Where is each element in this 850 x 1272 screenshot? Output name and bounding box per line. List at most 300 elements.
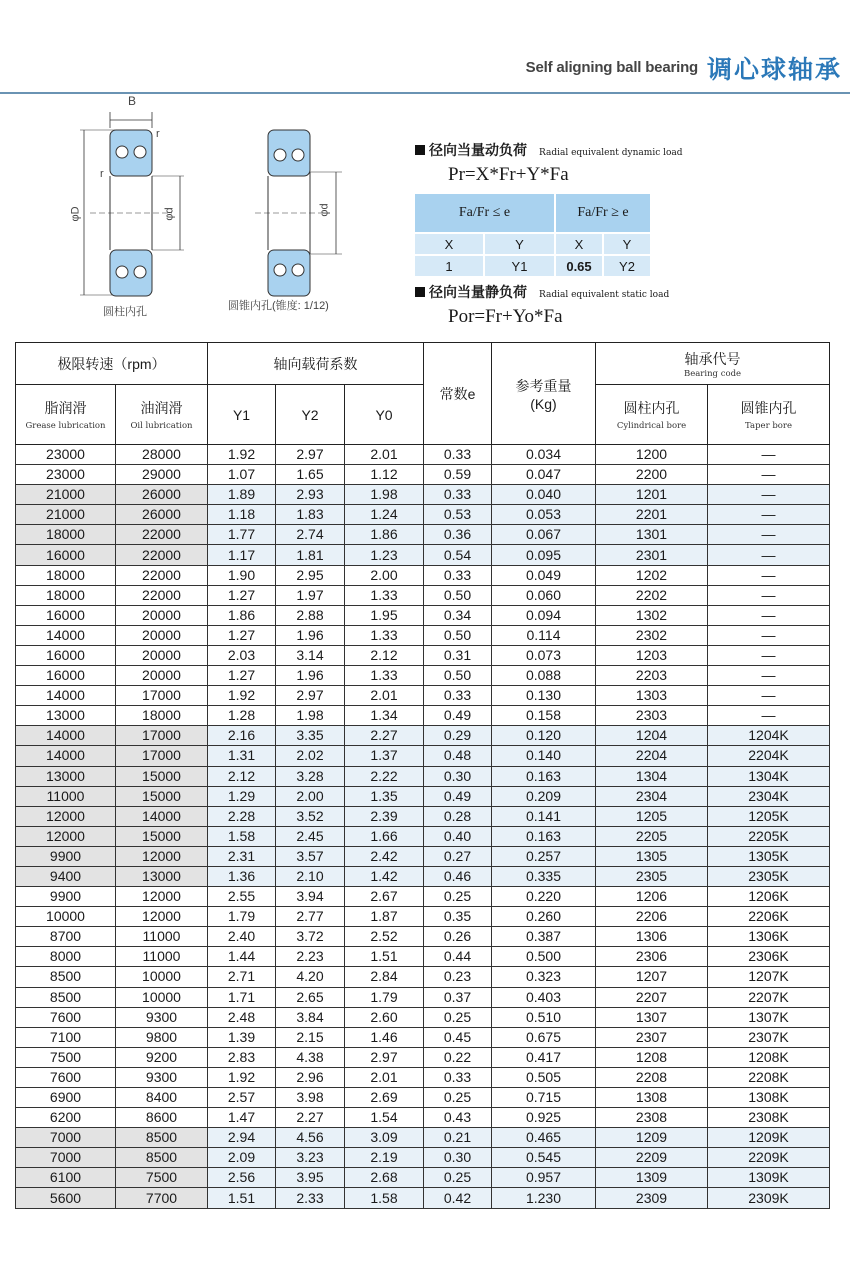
static-load-heading bbox=[415, 282, 835, 302]
table-cell: 0.25 bbox=[424, 1168, 492, 1188]
table-cell: 1.24 bbox=[345, 505, 424, 525]
dynamic-title-cn: 径向当量动负荷 bbox=[429, 142, 527, 158]
table-cell: 15000 bbox=[116, 786, 208, 806]
table-cell: 0.260 bbox=[492, 907, 596, 927]
table-cell: — bbox=[708, 505, 830, 525]
table-cell: 0.510 bbox=[492, 1007, 596, 1027]
table-cell: 0.23 bbox=[424, 967, 492, 987]
table-cell: 2306 bbox=[596, 947, 708, 967]
table-cell: 1202 bbox=[596, 565, 708, 585]
table-cell: 1.39 bbox=[208, 1027, 276, 1047]
table-cell: — bbox=[708, 605, 830, 625]
header-title-cn: 调心球轴承 bbox=[706, 56, 842, 84]
table-cell: 9300 bbox=[116, 1007, 208, 1027]
table-cell: 8400 bbox=[116, 1088, 208, 1108]
table-cell: 0.25 bbox=[424, 1007, 492, 1027]
table-cell: — bbox=[708, 525, 830, 545]
table-cell: 2.96 bbox=[276, 1067, 345, 1087]
table-cell: 1.36 bbox=[208, 866, 276, 886]
table-cell: 0.48 bbox=[424, 746, 492, 766]
dynamic-equation: Pr=X*Fr+Y*Fa bbox=[448, 164, 569, 185]
table-cell: 0.067 bbox=[492, 525, 596, 545]
load-formula-block bbox=[415, 140, 835, 336]
table-cell: 1304K bbox=[708, 766, 830, 786]
table-cell: 2.15 bbox=[276, 1027, 345, 1047]
table-cell: 1304 bbox=[596, 766, 708, 786]
table-cell: 0.49 bbox=[424, 786, 492, 806]
table-cell: 0.925 bbox=[492, 1108, 596, 1128]
table-cell: 1.96 bbox=[276, 666, 345, 686]
header-grease bbox=[16, 385, 116, 445]
val-x1: 1 bbox=[415, 255, 484, 276]
table-row bbox=[16, 666, 830, 686]
table-cell: 3.57 bbox=[276, 846, 345, 866]
table-cell: 0.25 bbox=[424, 887, 492, 907]
table-cell: 2206K bbox=[708, 907, 830, 927]
table-cell: 1308K bbox=[708, 1088, 830, 1108]
taper-en: Taper bore bbox=[745, 421, 792, 431]
table-cell: 0.675 bbox=[492, 1027, 596, 1047]
table-cell: 1.86 bbox=[345, 525, 424, 545]
val-y2: Y2 bbox=[603, 255, 651, 276]
table-cell: 2202 bbox=[596, 585, 708, 605]
cyl-cn: 圆柱内孔 bbox=[623, 400, 680, 416]
table-cell: 1.27 bbox=[208, 585, 276, 605]
table-cell: 1201 bbox=[596, 485, 708, 505]
table-cell: 2.69 bbox=[345, 1088, 424, 1108]
table-cell: 20000 bbox=[116, 666, 208, 686]
table-row bbox=[16, 766, 830, 786]
table-cell: 1.95 bbox=[345, 605, 424, 625]
dim-r2-label: r bbox=[100, 168, 104, 180]
table-row bbox=[16, 1027, 830, 1047]
table-cell: 0.500 bbox=[492, 947, 596, 967]
table-cell: 1303 bbox=[596, 686, 708, 706]
table-cell: 2306K bbox=[708, 947, 830, 967]
table-cell: — bbox=[708, 485, 830, 505]
table-cell: 2.95 bbox=[276, 565, 345, 585]
table-cell: 2.22 bbox=[345, 766, 424, 786]
table-row bbox=[16, 967, 830, 987]
table-cell: 1.97 bbox=[276, 585, 345, 605]
table-row bbox=[16, 485, 830, 505]
header-taper bbox=[708, 385, 830, 445]
table-cell: 1.51 bbox=[208, 1188, 276, 1208]
table-cell: 0.31 bbox=[424, 645, 492, 665]
table-cell: 2.27 bbox=[345, 726, 424, 746]
table-cell: 22000 bbox=[116, 565, 208, 585]
table-row bbox=[16, 1188, 830, 1208]
table-cell: 2.52 bbox=[345, 927, 424, 947]
table-body bbox=[16, 445, 830, 1209]
table-row bbox=[16, 907, 830, 927]
table-cell: 2307K bbox=[708, 1027, 830, 1047]
table-cell: 0.387 bbox=[492, 927, 596, 947]
table-cell: 1.86 bbox=[208, 605, 276, 625]
table-cell: 16000 bbox=[16, 666, 116, 686]
table-cell: 20000 bbox=[116, 645, 208, 665]
table-cell: 0.040 bbox=[492, 485, 596, 505]
table-cell: 2.83 bbox=[208, 1047, 276, 1067]
table-cell: 26000 bbox=[116, 485, 208, 505]
table-row bbox=[16, 726, 830, 746]
table-cell: 0.49 bbox=[424, 706, 492, 726]
table-row bbox=[16, 887, 830, 907]
table-cell: 0.163 bbox=[492, 766, 596, 786]
table-cell: 12000 bbox=[16, 806, 116, 826]
table-cell: 2.19 bbox=[345, 1148, 424, 1168]
table-row bbox=[16, 826, 830, 846]
table-row bbox=[16, 585, 830, 605]
table-cell: 2.97 bbox=[345, 1047, 424, 1067]
header-cylindrical bbox=[596, 385, 708, 445]
table-cell: 0.545 bbox=[492, 1148, 596, 1168]
table-row bbox=[16, 1088, 830, 1108]
table-cell: 2.27 bbox=[276, 1108, 345, 1128]
table-cell: 1.58 bbox=[208, 826, 276, 846]
table-cell: 6100 bbox=[16, 1168, 116, 1188]
table-cell: 1208 bbox=[596, 1047, 708, 1067]
table-cell: 8000 bbox=[16, 947, 116, 967]
table-cell: 14000 bbox=[16, 686, 116, 706]
table-cell: 0.094 bbox=[492, 605, 596, 625]
table-cell: 0.209 bbox=[492, 786, 596, 806]
table-cell: 0.42 bbox=[424, 1188, 492, 1208]
table-cell: 7500 bbox=[16, 1047, 116, 1067]
table-cell: 2305 bbox=[596, 866, 708, 886]
header-axial-factor: 轴向载荷系数 bbox=[208, 343, 424, 385]
table-cell: 0.33 bbox=[424, 565, 492, 585]
table-cell: 1305K bbox=[708, 846, 830, 866]
table-row bbox=[16, 605, 830, 625]
table-cell: 4.20 bbox=[276, 967, 345, 987]
table-cell: — bbox=[708, 686, 830, 706]
table-cell: 0.323 bbox=[492, 967, 596, 987]
table-row bbox=[16, 786, 830, 806]
table-cell: 18000 bbox=[16, 565, 116, 585]
table-cell: 1.89 bbox=[208, 485, 276, 505]
bullet-square-icon bbox=[415, 145, 425, 155]
table-cell: 1205K bbox=[708, 806, 830, 826]
table-cell: 0.335 bbox=[492, 866, 596, 886]
table-cell: 1.35 bbox=[345, 786, 424, 806]
table-cell: 0.59 bbox=[424, 465, 492, 485]
table-cell: 1200 bbox=[596, 445, 708, 465]
table-cell: 2.68 bbox=[345, 1168, 424, 1188]
table-cell: 0.30 bbox=[424, 766, 492, 786]
table-cell: 1307 bbox=[596, 1007, 708, 1027]
table-cell: — bbox=[708, 565, 830, 585]
table-cell: 2.94 bbox=[208, 1128, 276, 1148]
table-cell: 26000 bbox=[116, 505, 208, 525]
table-cell: 2205K bbox=[708, 826, 830, 846]
table-cell: 1309 bbox=[596, 1168, 708, 1188]
table-cell: 2.03 bbox=[208, 645, 276, 665]
table-cell: 12000 bbox=[116, 887, 208, 907]
table-cell: 0.715 bbox=[492, 1088, 596, 1108]
bearing-spec-table bbox=[15, 342, 830, 1209]
dim-d1-label: φd bbox=[163, 207, 176, 221]
table-cell: 0.095 bbox=[492, 545, 596, 565]
dynamic-load-heading bbox=[415, 140, 835, 160]
table-cell: 8700 bbox=[16, 927, 116, 947]
table-cell: 3.98 bbox=[276, 1088, 345, 1108]
header-y2: Y2 bbox=[276, 385, 345, 445]
table-cell: 17000 bbox=[116, 726, 208, 746]
val-x2: 0.65 bbox=[555, 255, 603, 276]
table-cell: 7600 bbox=[16, 1007, 116, 1027]
table-cell: 0.37 bbox=[424, 987, 492, 1007]
table-cell: 12000 bbox=[16, 826, 116, 846]
table-cell: 0.54 bbox=[424, 545, 492, 565]
table-cell: 2303 bbox=[596, 706, 708, 726]
table-cell: 1.96 bbox=[276, 625, 345, 645]
table-cell: 12000 bbox=[116, 846, 208, 866]
table-cell: 0.140 bbox=[492, 746, 596, 766]
table-cell: 0.505 bbox=[492, 1067, 596, 1087]
table-cell: 0.44 bbox=[424, 947, 492, 967]
table-cell: 0.30 bbox=[424, 1148, 492, 1168]
table-cell: 2.39 bbox=[345, 806, 424, 826]
table-cell: 6900 bbox=[16, 1088, 116, 1108]
table-cell: 2.97 bbox=[276, 686, 345, 706]
table-cell: 2308K bbox=[708, 1108, 830, 1128]
header-bearing-code bbox=[596, 343, 830, 385]
table-row bbox=[16, 625, 830, 645]
table-cell: 4.56 bbox=[276, 1128, 345, 1148]
table-cell: 1305 bbox=[596, 846, 708, 866]
grease-cn: 脂润滑 bbox=[44, 400, 87, 416]
table-cell: 0.049 bbox=[492, 565, 596, 585]
table-cell: 1.42 bbox=[345, 866, 424, 886]
table-cell: 0.53 bbox=[424, 505, 492, 525]
table-cell: 1.34 bbox=[345, 706, 424, 726]
table-cell: 11000 bbox=[116, 947, 208, 967]
table-cell: 2.00 bbox=[276, 786, 345, 806]
table-cell: 0.114 bbox=[492, 625, 596, 645]
table-cell: 0.220 bbox=[492, 887, 596, 907]
static-title-en: Radial equivalent static load bbox=[539, 290, 670, 300]
header-oil bbox=[116, 385, 208, 445]
table-cell: 1307K bbox=[708, 1007, 830, 1027]
table-cell: 7500 bbox=[116, 1168, 208, 1188]
table-cell: 1208K bbox=[708, 1047, 830, 1067]
table-cell: 16000 bbox=[16, 605, 116, 625]
table-cell: 0.158 bbox=[492, 706, 596, 726]
caption-cylindrical: 圆柱内孔 bbox=[103, 306, 147, 318]
table-cell: — bbox=[708, 666, 830, 686]
table-cell: 0.120 bbox=[492, 726, 596, 746]
table-cell: 7000 bbox=[16, 1128, 116, 1148]
grease-en: Grease lubrication bbox=[25, 421, 106, 431]
table-cell: 2.28 bbox=[208, 806, 276, 826]
table-cell: — bbox=[708, 706, 830, 726]
table-cell: 14000 bbox=[116, 806, 208, 826]
table-cell: 2.31 bbox=[208, 846, 276, 866]
table-cell: 2.02 bbox=[276, 746, 345, 766]
table-cell: 1.54 bbox=[345, 1108, 424, 1128]
table-cell: 1206K bbox=[708, 887, 830, 907]
table-cell: 29000 bbox=[116, 465, 208, 485]
table-cell: 10000 bbox=[116, 967, 208, 987]
table-cell: 0.163 bbox=[492, 826, 596, 846]
table-row bbox=[16, 1168, 830, 1188]
table-cell: 11000 bbox=[16, 786, 116, 806]
table-cell: 1.12 bbox=[345, 465, 424, 485]
table-cell: 14000 bbox=[16, 726, 116, 746]
table-cell: 2301 bbox=[596, 545, 708, 565]
table-cell: 0.047 bbox=[492, 465, 596, 485]
table-cell: 2208K bbox=[708, 1067, 830, 1087]
col-x1: X bbox=[415, 233, 484, 255]
table-row bbox=[16, 866, 830, 886]
table-cell: 1302 bbox=[596, 605, 708, 625]
table-cell: 2309K bbox=[708, 1188, 830, 1208]
table-cell: 14000 bbox=[16, 746, 116, 766]
table-cell: 2.55 bbox=[208, 887, 276, 907]
table-cell: 2.01 bbox=[345, 686, 424, 706]
table-cell: 2.00 bbox=[345, 565, 424, 585]
table-cell: 0.465 bbox=[492, 1128, 596, 1148]
table-cell: 1.58 bbox=[345, 1188, 424, 1208]
col-y2: Y bbox=[603, 233, 651, 255]
taper-cn: 圆锥内孔 bbox=[740, 400, 797, 416]
table-cell: 20000 bbox=[116, 625, 208, 645]
oil-en: Oil lubrication bbox=[130, 421, 193, 431]
table-cell: 1.07 bbox=[208, 465, 276, 485]
table-cell: 2.09 bbox=[208, 1148, 276, 1168]
table-cell: 2209K bbox=[708, 1148, 830, 1168]
table-cell: 2.71 bbox=[208, 967, 276, 987]
table-cell: 2305K bbox=[708, 866, 830, 886]
table-cell: 2.01 bbox=[345, 1067, 424, 1087]
table-cell: 2.56 bbox=[208, 1168, 276, 1188]
table-cell: 9800 bbox=[116, 1027, 208, 1047]
condition-left: Fa/Fr ≤ e bbox=[415, 194, 555, 233]
table-cell: 1209 bbox=[596, 1128, 708, 1148]
table-cell: — bbox=[708, 585, 830, 605]
table-cell: 12000 bbox=[116, 907, 208, 927]
table-cell: 0.50 bbox=[424, 585, 492, 605]
table-cell: 2.23 bbox=[276, 947, 345, 967]
table-cell: 1.65 bbox=[276, 465, 345, 485]
bearing-code-cn: 轴承代号 bbox=[684, 350, 741, 367]
table-cell: 1308 bbox=[596, 1088, 708, 1108]
table-cell: 3.94 bbox=[276, 887, 345, 907]
static-equation: Por=Fr+Yo*Fa bbox=[448, 306, 563, 327]
table-cell: 0.28 bbox=[424, 806, 492, 826]
table-cell: 0.33 bbox=[424, 445, 492, 465]
table-cell: 1.28 bbox=[208, 706, 276, 726]
page-header bbox=[0, 0, 850, 92]
table-cell: 0.088 bbox=[492, 666, 596, 686]
table-cell: 0.50 bbox=[424, 625, 492, 645]
table-cell: 8500 bbox=[16, 987, 116, 1007]
table-cell: 0.46 bbox=[424, 866, 492, 886]
table-row bbox=[16, 505, 830, 525]
table-cell: 7100 bbox=[16, 1027, 116, 1047]
table-row bbox=[16, 1007, 830, 1027]
cyl-en: Cylindrical bore bbox=[616, 421, 687, 431]
table-cell: — bbox=[708, 445, 830, 465]
table-cell: 8500 bbox=[116, 1148, 208, 1168]
table-cell: 0.257 bbox=[492, 846, 596, 866]
table-cell: 1207 bbox=[596, 967, 708, 987]
table-cell: 2201 bbox=[596, 505, 708, 525]
table-cell: 23000 bbox=[16, 465, 116, 485]
table-cell: 2.33 bbox=[276, 1188, 345, 1208]
table-cell: 1.87 bbox=[345, 907, 424, 927]
table-cell: 0.40 bbox=[424, 826, 492, 846]
table-cell: 0.034 bbox=[492, 445, 596, 465]
table-cell: 13000 bbox=[16, 766, 116, 786]
table-cell: 9200 bbox=[116, 1047, 208, 1067]
table-cell: 2209 bbox=[596, 1148, 708, 1168]
table-row bbox=[16, 947, 830, 967]
table-cell: 3.95 bbox=[276, 1168, 345, 1188]
table-cell: 1.23 bbox=[345, 545, 424, 565]
table-cell: 3.09 bbox=[345, 1128, 424, 1148]
table-row bbox=[16, 1108, 830, 1128]
table-cell: 1.18 bbox=[208, 505, 276, 525]
table-cell: 1.92 bbox=[208, 445, 276, 465]
table-cell: 2207K bbox=[708, 987, 830, 1007]
table-cell: 1.27 bbox=[208, 666, 276, 686]
table-cell: 3.35 bbox=[276, 726, 345, 746]
table-cell: 2.12 bbox=[208, 766, 276, 786]
table-cell: 2308 bbox=[596, 1108, 708, 1128]
table-cell: 1306 bbox=[596, 927, 708, 947]
table-row bbox=[16, 1148, 830, 1168]
table-cell: 23000 bbox=[16, 445, 116, 465]
table-cell: 7000 bbox=[16, 1148, 116, 1168]
header-speed-limit: 极限转速（rpm） bbox=[16, 343, 208, 385]
table-cell: 1.90 bbox=[208, 565, 276, 585]
table-cell: 4.38 bbox=[276, 1047, 345, 1067]
table-cell: 2.84 bbox=[345, 967, 424, 987]
table-cell: 1.98 bbox=[276, 706, 345, 726]
table-cell: 1.17 bbox=[208, 545, 276, 565]
table-row bbox=[16, 806, 830, 826]
table-cell: 3.23 bbox=[276, 1148, 345, 1168]
table-cell: 0.29 bbox=[424, 726, 492, 746]
table-cell: 0.27 bbox=[424, 846, 492, 866]
table-cell: 1204K bbox=[708, 726, 830, 746]
table-cell: 2.42 bbox=[345, 846, 424, 866]
table-cell: 2204K bbox=[708, 746, 830, 766]
table-row bbox=[16, 686, 830, 706]
table-cell: 2204 bbox=[596, 746, 708, 766]
table-cell: 2307 bbox=[596, 1027, 708, 1047]
table-cell: 8500 bbox=[16, 967, 116, 987]
table-cell: 0.22 bbox=[424, 1047, 492, 1067]
table-cell: 9400 bbox=[16, 866, 116, 886]
table-cell: 1.79 bbox=[208, 907, 276, 927]
table-cell: 2.48 bbox=[208, 1007, 276, 1027]
dynamic-title-en: Radial equivalent dynamic load bbox=[539, 148, 683, 158]
table-cell: 0.35 bbox=[424, 907, 492, 927]
table-cell: 16000 bbox=[16, 545, 116, 565]
col-y1: Y bbox=[484, 233, 555, 255]
table-cell: 8500 bbox=[116, 1128, 208, 1148]
table-cell: 1.71 bbox=[208, 987, 276, 1007]
condition-right: Fa/Fr ≥ e bbox=[555, 194, 651, 233]
table-cell: 1.33 bbox=[345, 666, 424, 686]
table-cell: 1.47 bbox=[208, 1108, 276, 1128]
table-cell: 2.97 bbox=[276, 445, 345, 465]
table-cell: 1.44 bbox=[208, 947, 276, 967]
table-cell: 1306K bbox=[708, 927, 830, 947]
